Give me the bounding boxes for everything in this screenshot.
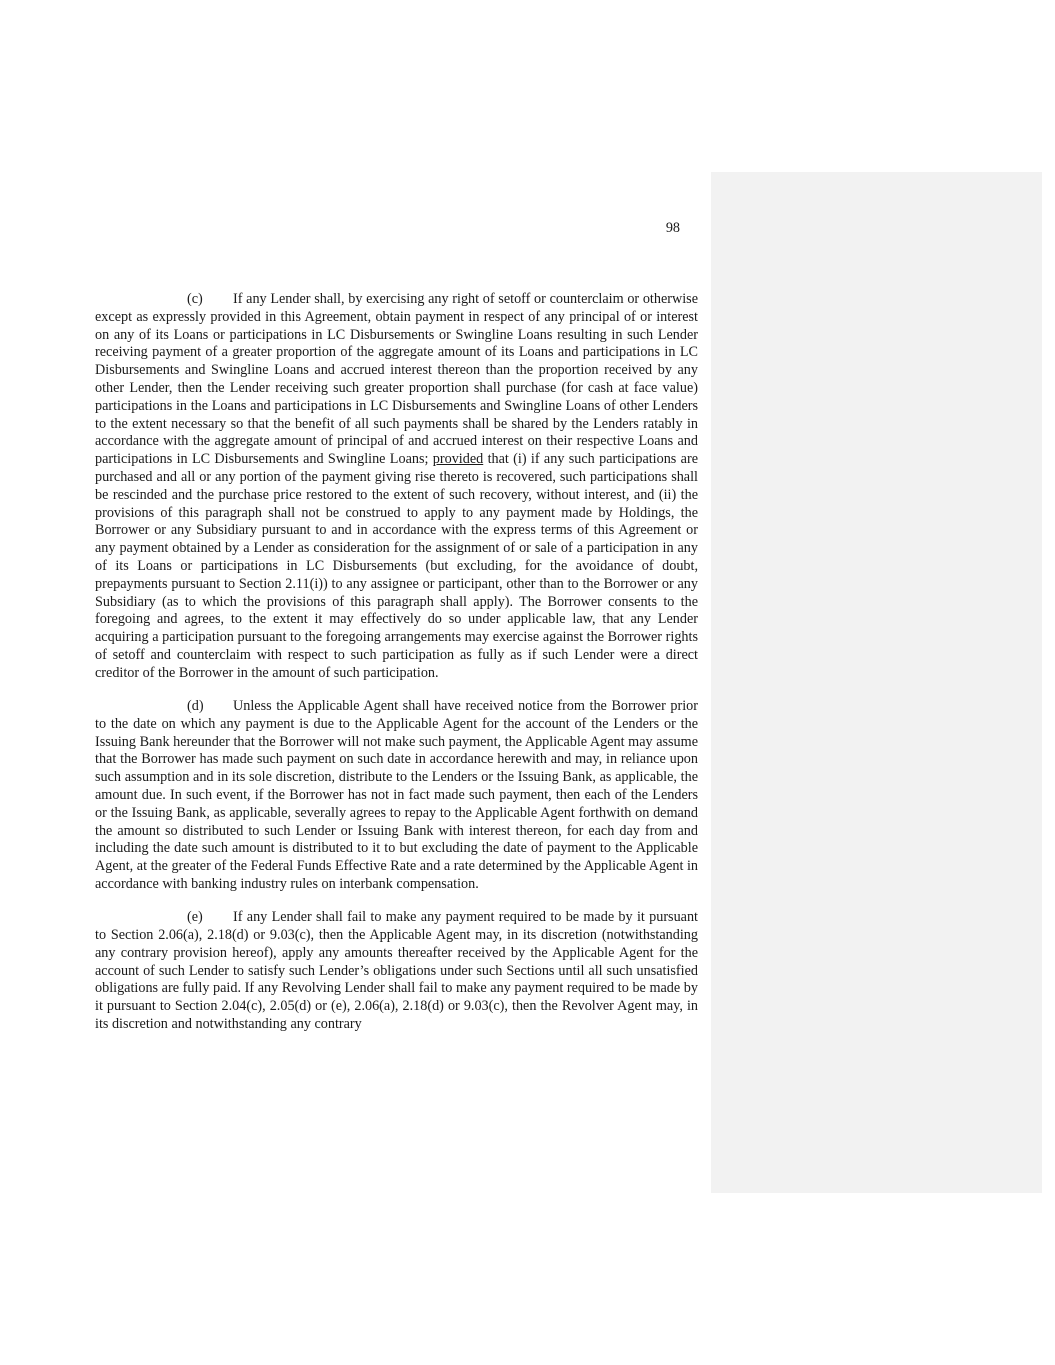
paragraph-d — [95, 698, 698, 894]
paragraph-label: (d) — [187, 698, 204, 715]
paragraph-e — [95, 909, 698, 1034]
paragraph-text: If any Lender shall, by exercising any right of setoff or counterclaim or otherwise except as expressly provided in this Agreement, obtain payment in respect of any principal of or interest on any of its Loans or participations in LC Disbursements or Swingline Loans resulting in such Lender receiving payment of a greater proportion of the aggregate amount of its Loans and participations in LC Disbursements and Swingline Loans and accrued interest thereon than the proportion received by any other Lender, then the Lender receiving such greater proportion shall purchase (for cash at face value) participations in the Loans and participations in LC Disbursements and Swingline Loans of other Lenders to the extent necessary so that the benefit of all such payments shall be shared by the Lenders ratably in accordance with the aggregate amount of principal of and accrued interest on their respective Loans and participations in LC Disbursements and Swingline Loans; — [95, 291, 698, 468]
paragraph-label: (e) — [187, 909, 203, 926]
paragraph-label: (c) — [187, 291, 203, 307]
paragraph-text: If any Lender shall fail to make any payment required to be made by it pursuant to Section 2.06(a), 2.18(d) or 9.03(c), then the Applicable Agent may, in its discretion (notwithstanding any contrary provision hereof), apply any amounts thereafter received by the Applicable Agent for the account of such Lender to satisfy such Lender’s obligations under such Sections until all such unsatisfied obligations are fully paid. If any Revolving Lender shall fail to make any payment required to be made by it pursuant to Section 2.04(c), 2.05(d) or (e), 2.06(a), 2.18(d) or 9.03(c), then the Revolver Agent may, in its discretion and notwithstanding any contrary — [95, 909, 698, 1033]
document-body — [95, 291, 698, 1049]
comment-pane-header — [711, 172, 1042, 206]
paragraph-text: that (i) if any such participations are purchased and all or any portion of the payment giving rise thereto is recovered, such participations shall be rescinded and the purchase price restored to the extent of such recovery, without interest, and (ii) the provisions of this paragraph shall not be construed to apply to any payment made by Holdings, the Borrower or any Subsidiary pursuant to and in accordance with the express terms of this Agreement or any payment obtained by a Lender as consideration for the assignment of or sale of a participation in any of its Loans or participations in LC Disbursements (but excluding, for the avoidance of doubt, prepayments pursuant to Section 2.11(i)) to any assignee or participant, other than to the Borrower or any Subsidiary (as to which the provisions of this paragraph shall apply). The Borrower consents to the foregoing and agrees, to the extent it may effectively do so under applicable law, that any Lender acquiring a participation pursuant to the foregoing arrangements may exercise against the Borrower rights of setoff and counterclaim with respect to such participation as fully as if such Lender were a direct creditor of the Borrower in the amount of such participation. — [95, 451, 698, 681]
emphasis-provided: provided — [432, 451, 484, 468]
comment-pane — [711, 172, 1042, 1193]
paragraph-c — [95, 291, 698, 683]
paragraph-text: Unless the Applicable Agent shall have received notice from the Borrower prior to the date on which any payment is due to the Applicable Agent for the account of the Lenders or the Issuing Bank hereunder that the Borrower will not make such payment, the Applicable Agent may assume that the Borrower has made such payment on such date in accordance herewith and may, in reliance upon such assumption and in its sole discretion, distribute to the Lenders or the Issuing Bank, as applicable, the amount due. In such event, if the Borrower has not in fact made such payment, then each of the Lenders or the Issuing Bank, as applicable, severally agrees to repay to the Applicable Agent forthwith on demand the amount so distributed to such Lender or Issuing Bank with interest thereon, for each day from and including the date such amount is distributed to it to but excluding the date of payment to the Applicable Agent, at the greater of the Federal Funds Effective Rate and a rate determined by the Applicable Agent in accordance with banking industry rules on interbank compensation. — [95, 698, 698, 892]
page-number: 98 — [665, 220, 680, 236]
